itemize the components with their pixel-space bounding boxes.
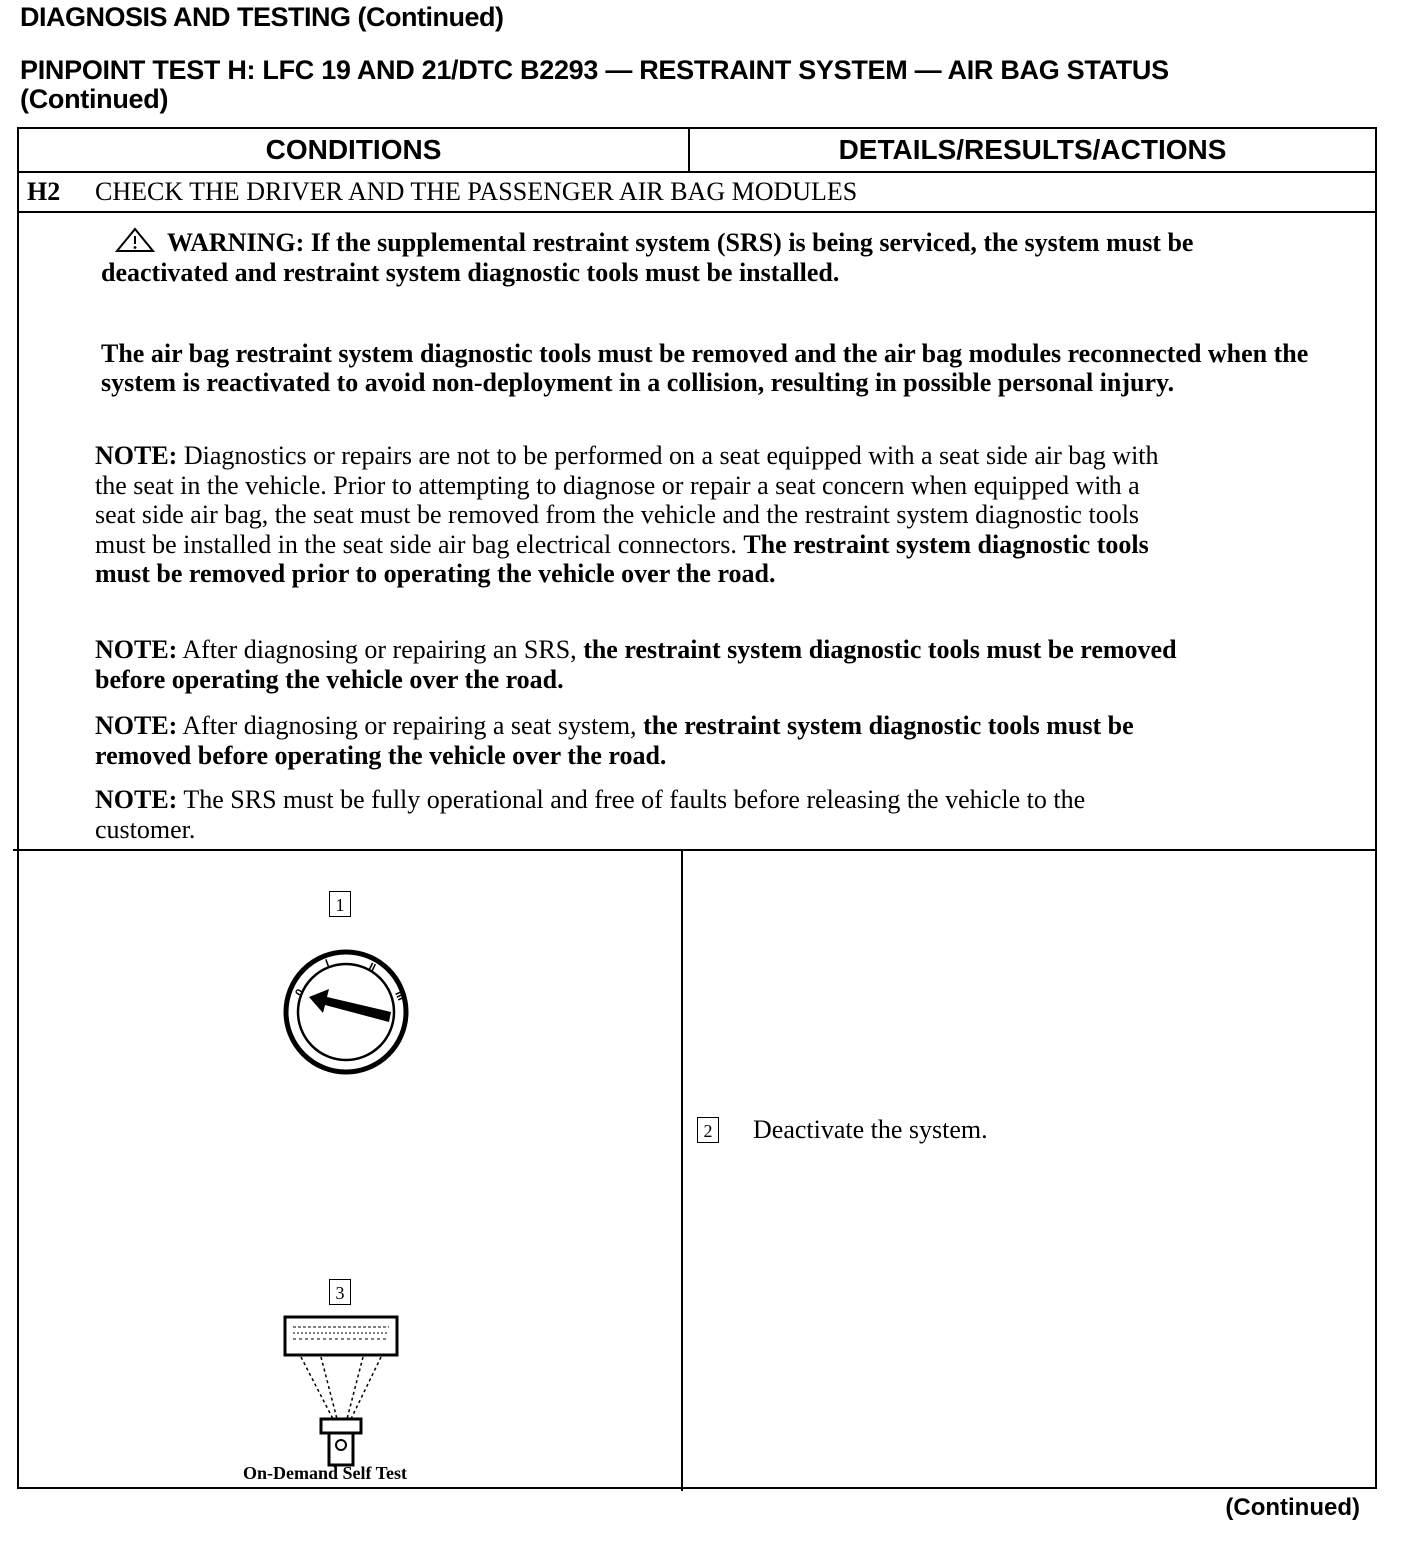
table-header	[19, 129, 1375, 173]
note-bold-text: the restraint system diagnostic tools must be removed before operating the vehicle over the road.	[95, 635, 1177, 694]
section-title: DIAGNOSIS AND TESTING (Continued)	[20, 2, 504, 32]
note-label: NOTE:	[95, 635, 178, 664]
note-after-seat	[95, 711, 1185, 770]
scan-tool-icon	[281, 1311, 405, 1471]
note-seat-side-airbag	[95, 441, 1185, 589]
footer-continued: (Continued)	[1225, 1494, 1360, 1521]
pinpoint-test-title	[20, 56, 1380, 114]
note-text: The SRS must be fully operational and free of faults before releasing the vehicle to the customer.	[95, 785, 1086, 844]
action-text: Deactivate the system.	[753, 1115, 988, 1144]
step-row	[19, 173, 1375, 213]
step-title: CHECK THE DRIVER AND THE PASSENGER AIR BAG MODULES	[95, 177, 858, 206]
callout-1: 1	[329, 891, 351, 917]
test-title-line2: (Continued)	[20, 84, 169, 114]
ignition-position-1: I	[323, 957, 331, 970]
ignition-position-3: III	[392, 989, 408, 1003]
note-bold-text: the restraint system diagnostic tools must be removed before operating the vehicle over the road.	[95, 711, 1134, 770]
note-after-srs	[95, 635, 1185, 694]
callout-2: 2	[697, 1117, 719, 1143]
warning-triangle-icon	[115, 227, 155, 253]
note-label: NOTE:	[95, 785, 178, 814]
note-srs-operational	[95, 785, 1185, 844]
note-text: After diagnosing or repairing an SRS,	[177, 635, 584, 664]
pinpoint-test-table	[17, 127, 1377, 1489]
note-bold-text: The restraint system diagnostic tools must be removed prior to operating the vehicle over the road.	[95, 529, 1149, 588]
warning-block	[101, 227, 1301, 288]
step-id: H2	[27, 177, 61, 206]
header-conditions: CONDITIONS	[19, 129, 690, 171]
note-text: After diagnosing or repairing a seat system,	[177, 711, 644, 740]
ignition-position-0: 0	[293, 987, 307, 999]
note-text: Diagnostics or repairs are not to be performed on a seat equipped with a seat side air bag with the seat in the vehicle. Prior to attempting to diagnose or repair a seat concern when equipped with a seat side air bag, the seat must be removed from the vehicle and the restraint system diagnostic tools must be installed in the seat side air bag electrical connectors.	[95, 441, 1159, 559]
note-label: NOTE:	[95, 441, 178, 470]
note-label: NOTE:	[95, 711, 178, 740]
column-divider	[681, 851, 683, 1491]
header-details: DETAILS/RESULTS/ACTIONS	[838, 134, 1227, 165]
figure-caption: On-Demand Self Test	[243, 1463, 408, 1483]
warning-text-2: The air bag restraint system diagnostic tools must be removed and the air bag modules reconnected when the system is reactivated to avoid non-deployment in a collision, resulting in possible personal injury.	[101, 339, 1309, 397]
warning-text: WARNING: If the supplemental restraint system (SRS) is being serviced, the system must be deactivated and restraint system diagnostic tools must be installed.	[101, 228, 1194, 287]
ignition-position-2: II	[366, 960, 378, 975]
test-title-line1: PINPOINT TEST H: LFC 19 AND 21/DTC B2293 — RESTRAINT SYSTEM — AIR BAG STATUS	[20, 55, 1169, 85]
callout-3: 3	[329, 1279, 351, 1305]
figure-action-row	[13, 849, 1377, 1493]
ignition-switch-icon	[271, 937, 421, 1087]
